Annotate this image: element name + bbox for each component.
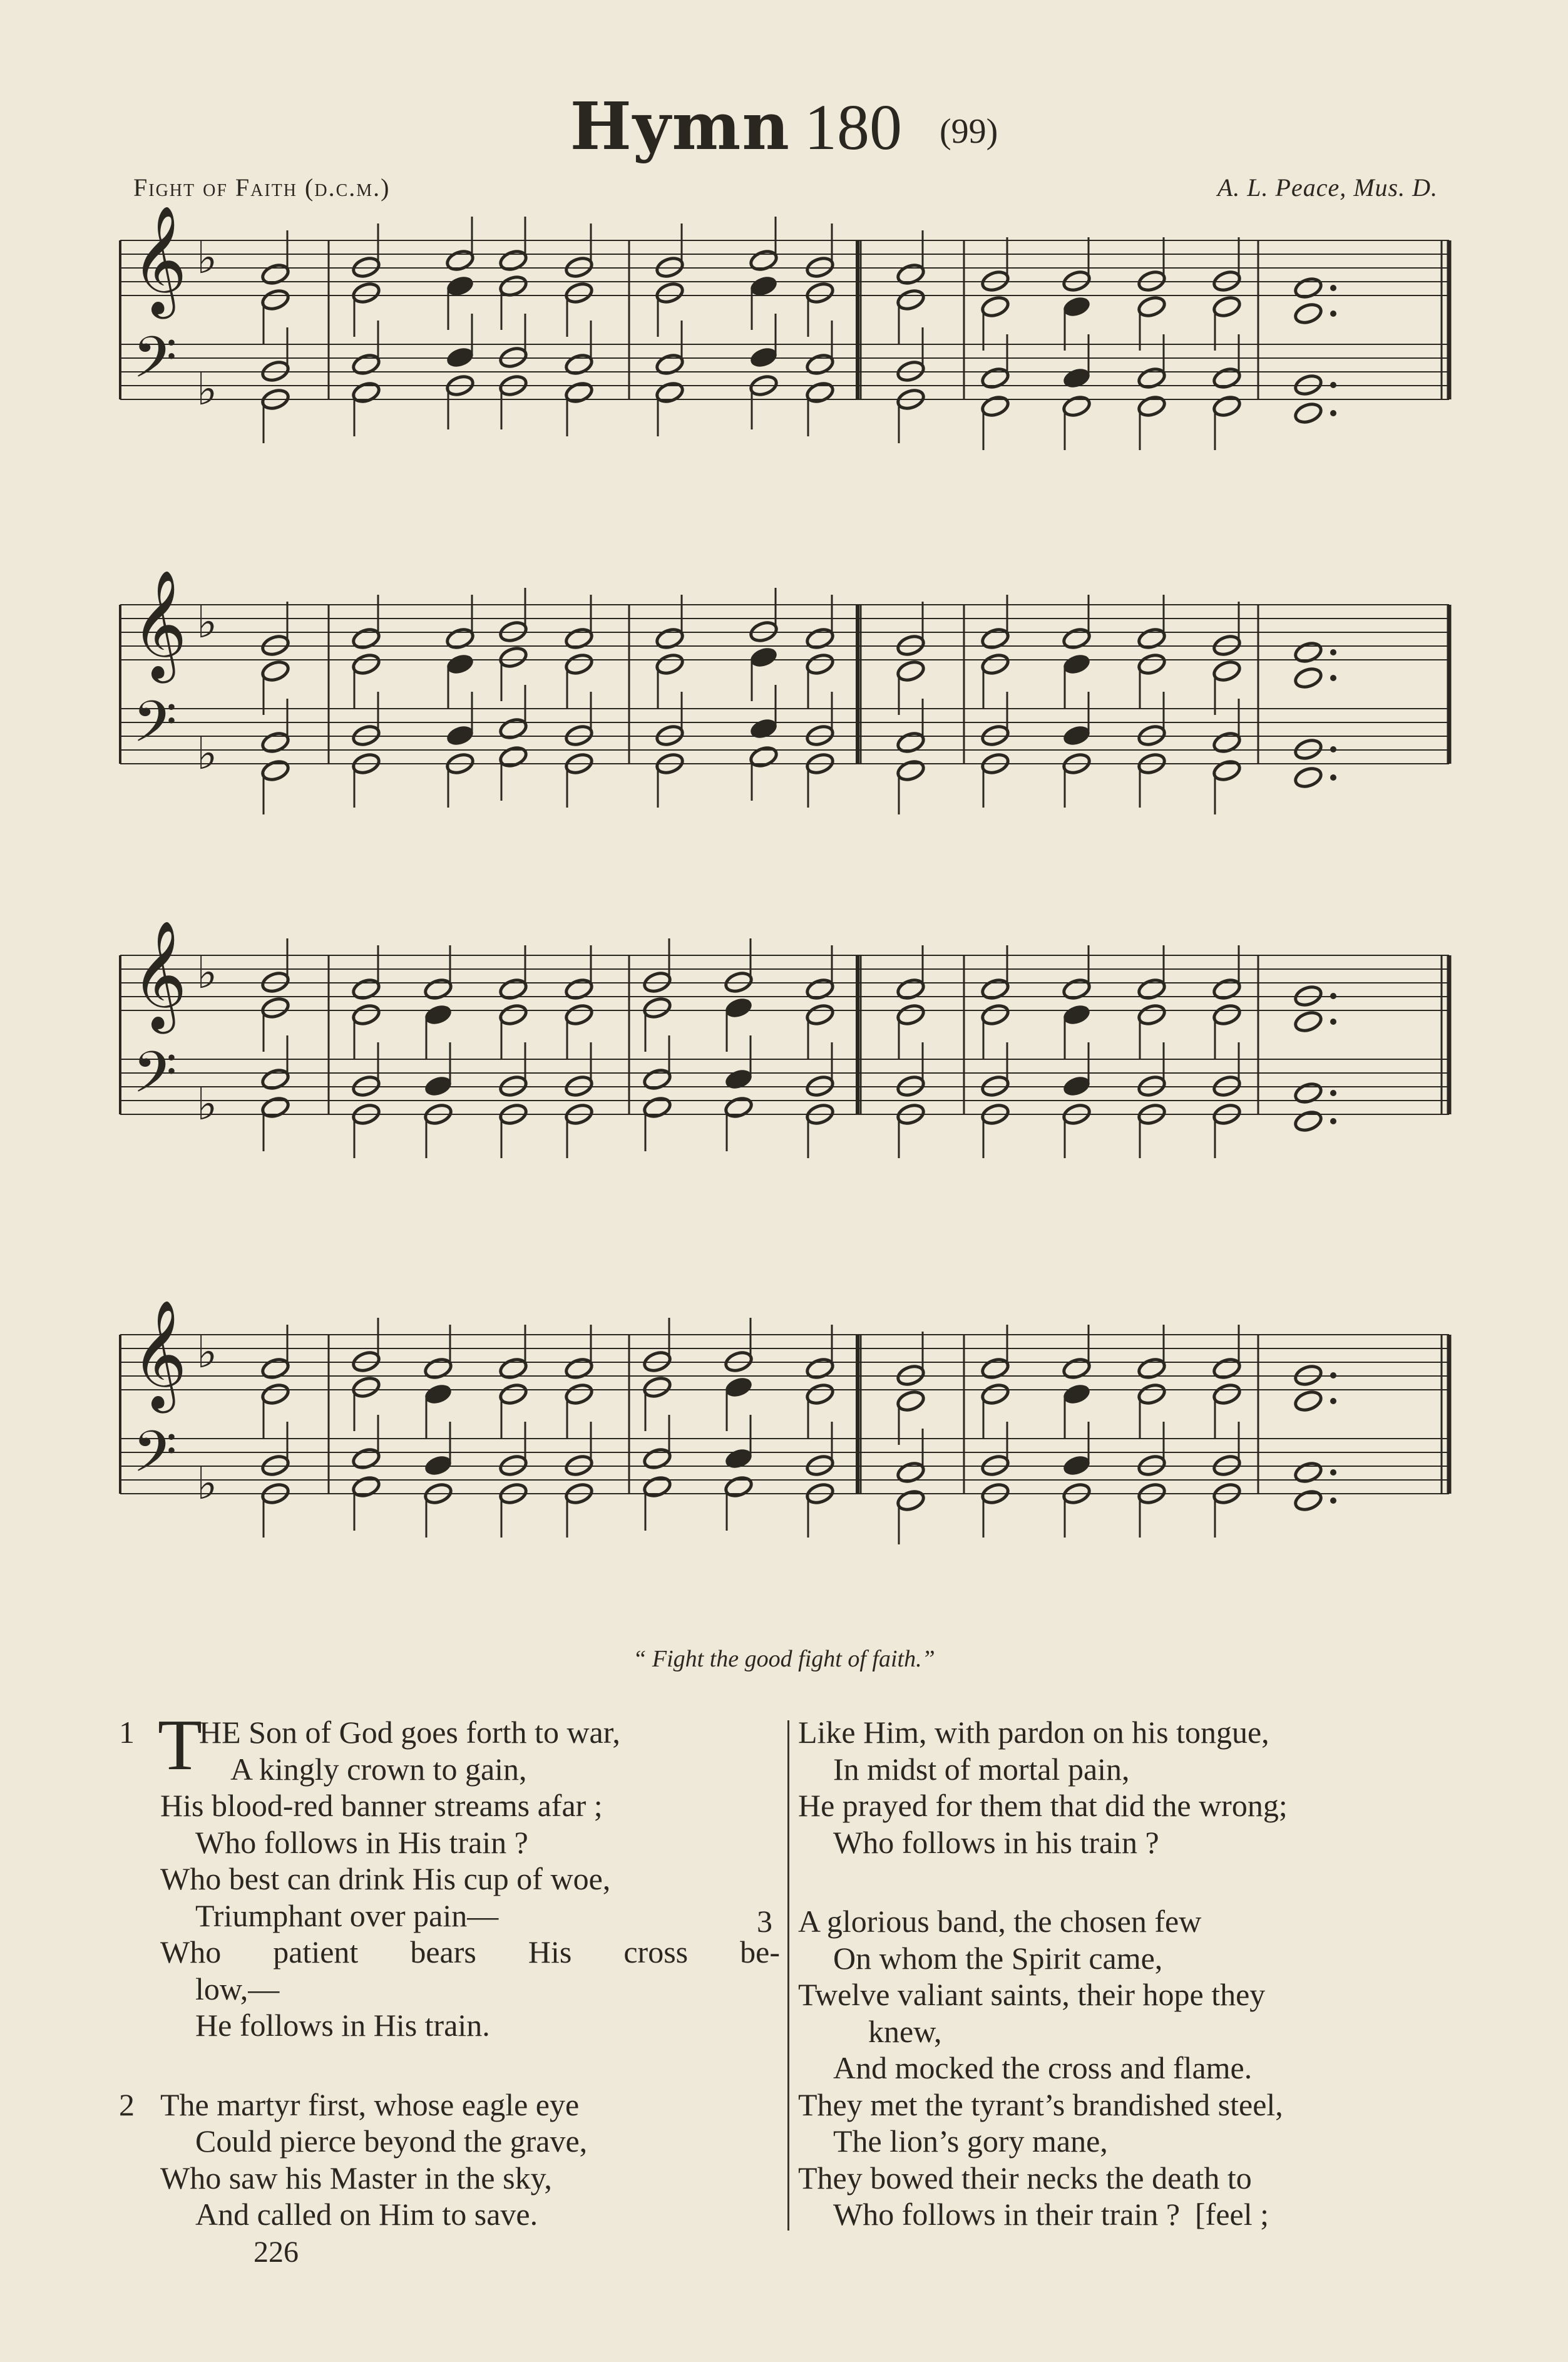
note-head <box>1137 394 1167 419</box>
note-head <box>724 1447 754 1471</box>
verse-line: A glorious band, the chosen few <box>798 1904 1202 1939</box>
note-head <box>564 1382 594 1407</box>
note-head <box>642 1067 672 1092</box>
hymn-number: 180 <box>804 91 903 163</box>
note-head <box>1293 640 1323 665</box>
scripture-caption: “ Fight the good fight of faith.” <box>633 1646 935 1672</box>
dot-icon <box>1330 382 1336 388</box>
note-head <box>564 281 594 306</box>
note-head <box>1212 295 1242 319</box>
note-head <box>260 288 290 312</box>
flat-icon: ♭ <box>197 1458 218 1509</box>
bass-clef-icon: 𝄢 <box>133 1419 177 1499</box>
note-head <box>642 996 672 1020</box>
note-head <box>980 366 1010 391</box>
note-head <box>749 274 779 299</box>
note-head <box>260 996 290 1020</box>
verse-3 <box>757 1903 1420 2233</box>
note-head <box>896 731 926 755</box>
note-head <box>351 1375 381 1400</box>
note-head <box>498 1382 528 1407</box>
note-head <box>749 717 779 741</box>
note-head <box>498 1003 528 1027</box>
note-head <box>445 652 475 677</box>
hymn-title <box>0 88 1568 165</box>
note-head <box>260 1357 290 1381</box>
note-head <box>896 1461 926 1485</box>
note-head <box>351 1475 381 1499</box>
verse-line: And mocked the cross and flame. <box>833 2050 1253 2085</box>
dot-icon <box>1330 1497 1336 1504</box>
note-head <box>805 281 835 306</box>
verse-line: In midst of mortal pain, <box>833 1751 1130 1787</box>
note-head <box>260 1067 290 1092</box>
verses-left-column <box>119 1705 782 2233</box>
verse-line: Who follows in his train ? <box>833 1824 1159 1860</box>
flat-icon: ♭ <box>197 364 218 415</box>
note-head <box>896 288 926 312</box>
note-head <box>564 627 594 651</box>
note-head <box>423 977 453 1002</box>
note-head <box>642 1096 672 1120</box>
bass-clef-icon: 𝄢 <box>133 1039 177 1119</box>
music-score <box>0 207 1568 1621</box>
bass-clef-icon: 𝄢 <box>133 689 177 769</box>
note-head <box>423 1074 453 1099</box>
note-head <box>1137 1382 1167 1407</box>
verses-right-column <box>757 1714 1462 2233</box>
treble-clef-icon: 𝄞 <box>131 207 187 314</box>
alternate-number: (99) <box>940 112 998 151</box>
note-head <box>351 281 381 306</box>
note-head <box>351 977 381 1002</box>
note-head <box>1062 295 1092 319</box>
note-head <box>1137 366 1167 391</box>
note-head <box>724 1096 754 1120</box>
note-head <box>351 1003 381 1027</box>
note-head <box>1137 295 1167 319</box>
flat-icon: ♭ <box>197 728 218 779</box>
note-head <box>1137 652 1167 677</box>
note-head <box>1212 977 1242 1002</box>
note-head <box>1293 766 1323 790</box>
note-head <box>351 381 381 405</box>
dot-icon <box>1330 774 1336 781</box>
note-head <box>1062 724 1092 748</box>
note-head <box>445 274 475 299</box>
note-head <box>260 659 290 684</box>
note-head <box>1212 731 1242 755</box>
verse-line-text: Who follows in their train ? <box>833 2197 1181 2232</box>
verse-line: HE Son of God goes forth to war, <box>199 1715 620 1750</box>
treble-clef-icon: 𝄞 <box>131 920 187 1029</box>
note-head <box>1062 1357 1092 1381</box>
note-head <box>423 1003 453 1027</box>
dot-icon <box>1330 746 1336 752</box>
note-head <box>423 1357 453 1381</box>
verse-line: And called on Him to save. <box>195 2197 538 2232</box>
note-head <box>749 249 779 273</box>
dot-icon <box>1330 285 1336 291</box>
dot-icon <box>1330 1118 1336 1124</box>
note-head <box>445 346 475 370</box>
note-head <box>1212 1003 1242 1027</box>
note-head <box>564 1357 594 1381</box>
verse-number: 2 <box>119 2087 135 2122</box>
note-head <box>655 381 685 405</box>
note-head <box>805 1357 835 1381</box>
verse-line: On whom the Spirit came, <box>833 1940 1163 1976</box>
note-head <box>498 645 528 670</box>
note-head <box>445 627 475 651</box>
verse-line: Twelve valiant saints, their hope they <box>798 1977 1266 2012</box>
note-head <box>980 1357 1010 1381</box>
page-number: 226 <box>254 2236 299 2269</box>
note-head <box>498 977 528 1002</box>
note-head <box>896 1003 926 1027</box>
dot-icon <box>1330 311 1336 317</box>
note-head <box>498 745 528 769</box>
note-head <box>351 627 381 651</box>
verse-line: His blood-red banner streams afar ; <box>160 1788 603 1823</box>
note-head <box>1212 1357 1242 1381</box>
flat-icon: ♭ <box>197 1079 218 1130</box>
verses <box>119 1705 1458 2259</box>
dot-icon <box>1330 1090 1336 1096</box>
note-head <box>1293 666 1323 691</box>
note-head <box>1293 1109 1323 1134</box>
note-head <box>724 1067 754 1092</box>
drop-cap: T <box>158 1705 202 1785</box>
verse-line: A kingly crown to gain, <box>230 1751 527 1787</box>
verse-line <box>757 2196 1420 2233</box>
verse-line: The lion’s gory mane, <box>833 2123 1108 2159</box>
note-head <box>896 262 926 287</box>
note-head <box>1212 659 1242 684</box>
note-head <box>896 977 926 1002</box>
verse-line: Who follows in His train ? <box>195 1824 528 1860</box>
note-head <box>1062 366 1092 391</box>
note-head <box>1293 1081 1323 1106</box>
note-head <box>1062 1074 1092 1099</box>
verse-2-continued <box>798 1714 1462 1861</box>
note-head <box>1293 1010 1323 1034</box>
dot-icon <box>1330 1019 1336 1025</box>
note-head <box>1137 1003 1167 1027</box>
note-head <box>1293 401 1323 426</box>
verse-line: He follows in His train. <box>195 2008 490 2043</box>
note-head <box>351 652 381 677</box>
note-head <box>564 652 594 677</box>
flat-icon: ♭ <box>197 1327 218 1378</box>
note-head <box>805 1382 835 1407</box>
note-head <box>805 652 835 677</box>
note-head <box>805 352 835 377</box>
note-head <box>980 977 1010 1002</box>
verse-line: They bowed their necks the death to <box>798 2160 1252 2195</box>
note-head <box>351 352 381 377</box>
note-head <box>260 1096 290 1120</box>
tune-name: Fight of Faith (d.c.m.) <box>133 173 391 202</box>
verse-line: low,— <box>195 1971 280 2006</box>
note-head <box>1062 1003 1092 1027</box>
hymn-word: Hymn <box>570 88 791 165</box>
note-head <box>642 1375 672 1400</box>
verse-line: Could pierce beyond the grave, <box>195 2123 588 2159</box>
flat-icon: ♭ <box>197 597 218 648</box>
note-head <box>896 1389 926 1414</box>
note-head <box>749 346 779 370</box>
note-head <box>445 249 475 273</box>
verse-number: 3 <box>757 1904 772 1939</box>
note-head <box>805 381 835 405</box>
verse-line: Triumphant over pain— <box>195 1897 499 1933</box>
note-head <box>1062 652 1092 677</box>
note-head <box>498 1357 528 1381</box>
note-head <box>980 1003 1010 1027</box>
composer: A. L. Peace, Mus. D. <box>1217 173 1438 202</box>
note-head <box>980 394 1010 419</box>
note-head <box>1212 759 1242 783</box>
note-head <box>896 1489 926 1513</box>
verse-line-turnover: [feel ; <box>1195 2197 1269 2232</box>
note-head <box>1062 394 1092 419</box>
verse-line: Who saw his Master in the sky, <box>160 2160 552 2195</box>
note-head <box>896 759 926 783</box>
note-head <box>724 996 754 1020</box>
note-head <box>980 295 1010 319</box>
note-head <box>1293 1461 1323 1485</box>
bass-clef-icon: 𝄢 <box>133 324 177 404</box>
treble-clef-icon: 𝄞 <box>131 570 187 679</box>
note-head <box>498 249 528 273</box>
verse-number: 1 <box>119 1715 135 1750</box>
note-head <box>564 352 594 377</box>
note-head <box>642 1475 672 1499</box>
note-head <box>896 659 926 684</box>
note-head <box>805 627 835 651</box>
note-head <box>564 381 594 405</box>
dot-icon <box>1330 993 1336 999</box>
flat-icon: ♭ <box>197 232 218 284</box>
note-head <box>655 627 685 651</box>
note-head <box>423 1454 453 1478</box>
verse-line: knew, <box>868 2013 942 2049</box>
note-head <box>1062 627 1092 651</box>
note-head <box>1212 366 1242 391</box>
score-svg <box>0 207 1568 1621</box>
note-head <box>1293 276 1323 300</box>
note-head <box>1137 627 1167 651</box>
dot-icon <box>1330 1398 1336 1404</box>
note-head <box>260 731 290 755</box>
verse-line: Like Him, with pardon on his tongue, <box>798 1715 1269 1750</box>
dot-icon <box>1330 410 1336 416</box>
note-head <box>1293 1389 1323 1414</box>
verse-line: They met the tyrant’s brandished steel, <box>798 2087 1283 2122</box>
note-head <box>260 1382 290 1407</box>
flat-icon: ♭ <box>197 947 218 999</box>
note-head <box>260 262 290 287</box>
dot-icon <box>1330 1469 1336 1476</box>
note-head <box>805 977 835 1002</box>
verse-line: The martyr first, whose eagle eye <box>160 2087 580 2122</box>
note-head <box>749 745 779 769</box>
note-head <box>1137 1357 1167 1381</box>
note-head <box>1212 394 1242 419</box>
note-head <box>445 724 475 748</box>
note-head <box>260 759 290 783</box>
note-head <box>498 717 528 741</box>
verse-2 <box>119 2087 782 2233</box>
verse-line: He prayed for them that did the wrong; <box>798 1788 1288 1823</box>
verse-1 <box>119 1705 782 2044</box>
note-head <box>1293 302 1323 326</box>
note-head <box>1062 1382 1092 1407</box>
dot-icon <box>1330 649 1336 655</box>
note-head <box>498 274 528 299</box>
dot-icon <box>1330 675 1336 681</box>
treble-clef-icon: 𝄞 <box>131 1300 187 1409</box>
note-head <box>980 1382 1010 1407</box>
note-head <box>1293 1489 1323 1513</box>
note-head <box>423 1382 453 1407</box>
dot-icon <box>1330 1372 1336 1379</box>
note-head <box>564 1003 594 1027</box>
note-head <box>980 627 1010 651</box>
note-head <box>655 281 685 306</box>
note-head <box>1062 977 1092 1002</box>
verse-line: Who best can drink His cup of woe, <box>160 1861 611 1896</box>
note-head <box>1062 1454 1092 1478</box>
note-head <box>642 1447 672 1471</box>
note-head <box>351 1447 381 1471</box>
note-head <box>564 977 594 1002</box>
note-head <box>655 652 685 677</box>
note-head <box>805 1003 835 1027</box>
verse-line: Who patient bears His cross be- <box>160 1934 780 1969</box>
note-head <box>724 1375 754 1400</box>
note-head <box>749 645 779 670</box>
note-head <box>1137 977 1167 1002</box>
note-head <box>655 352 685 377</box>
note-head <box>1212 1382 1242 1407</box>
note-head <box>980 652 1010 677</box>
note-head <box>724 1475 754 1499</box>
